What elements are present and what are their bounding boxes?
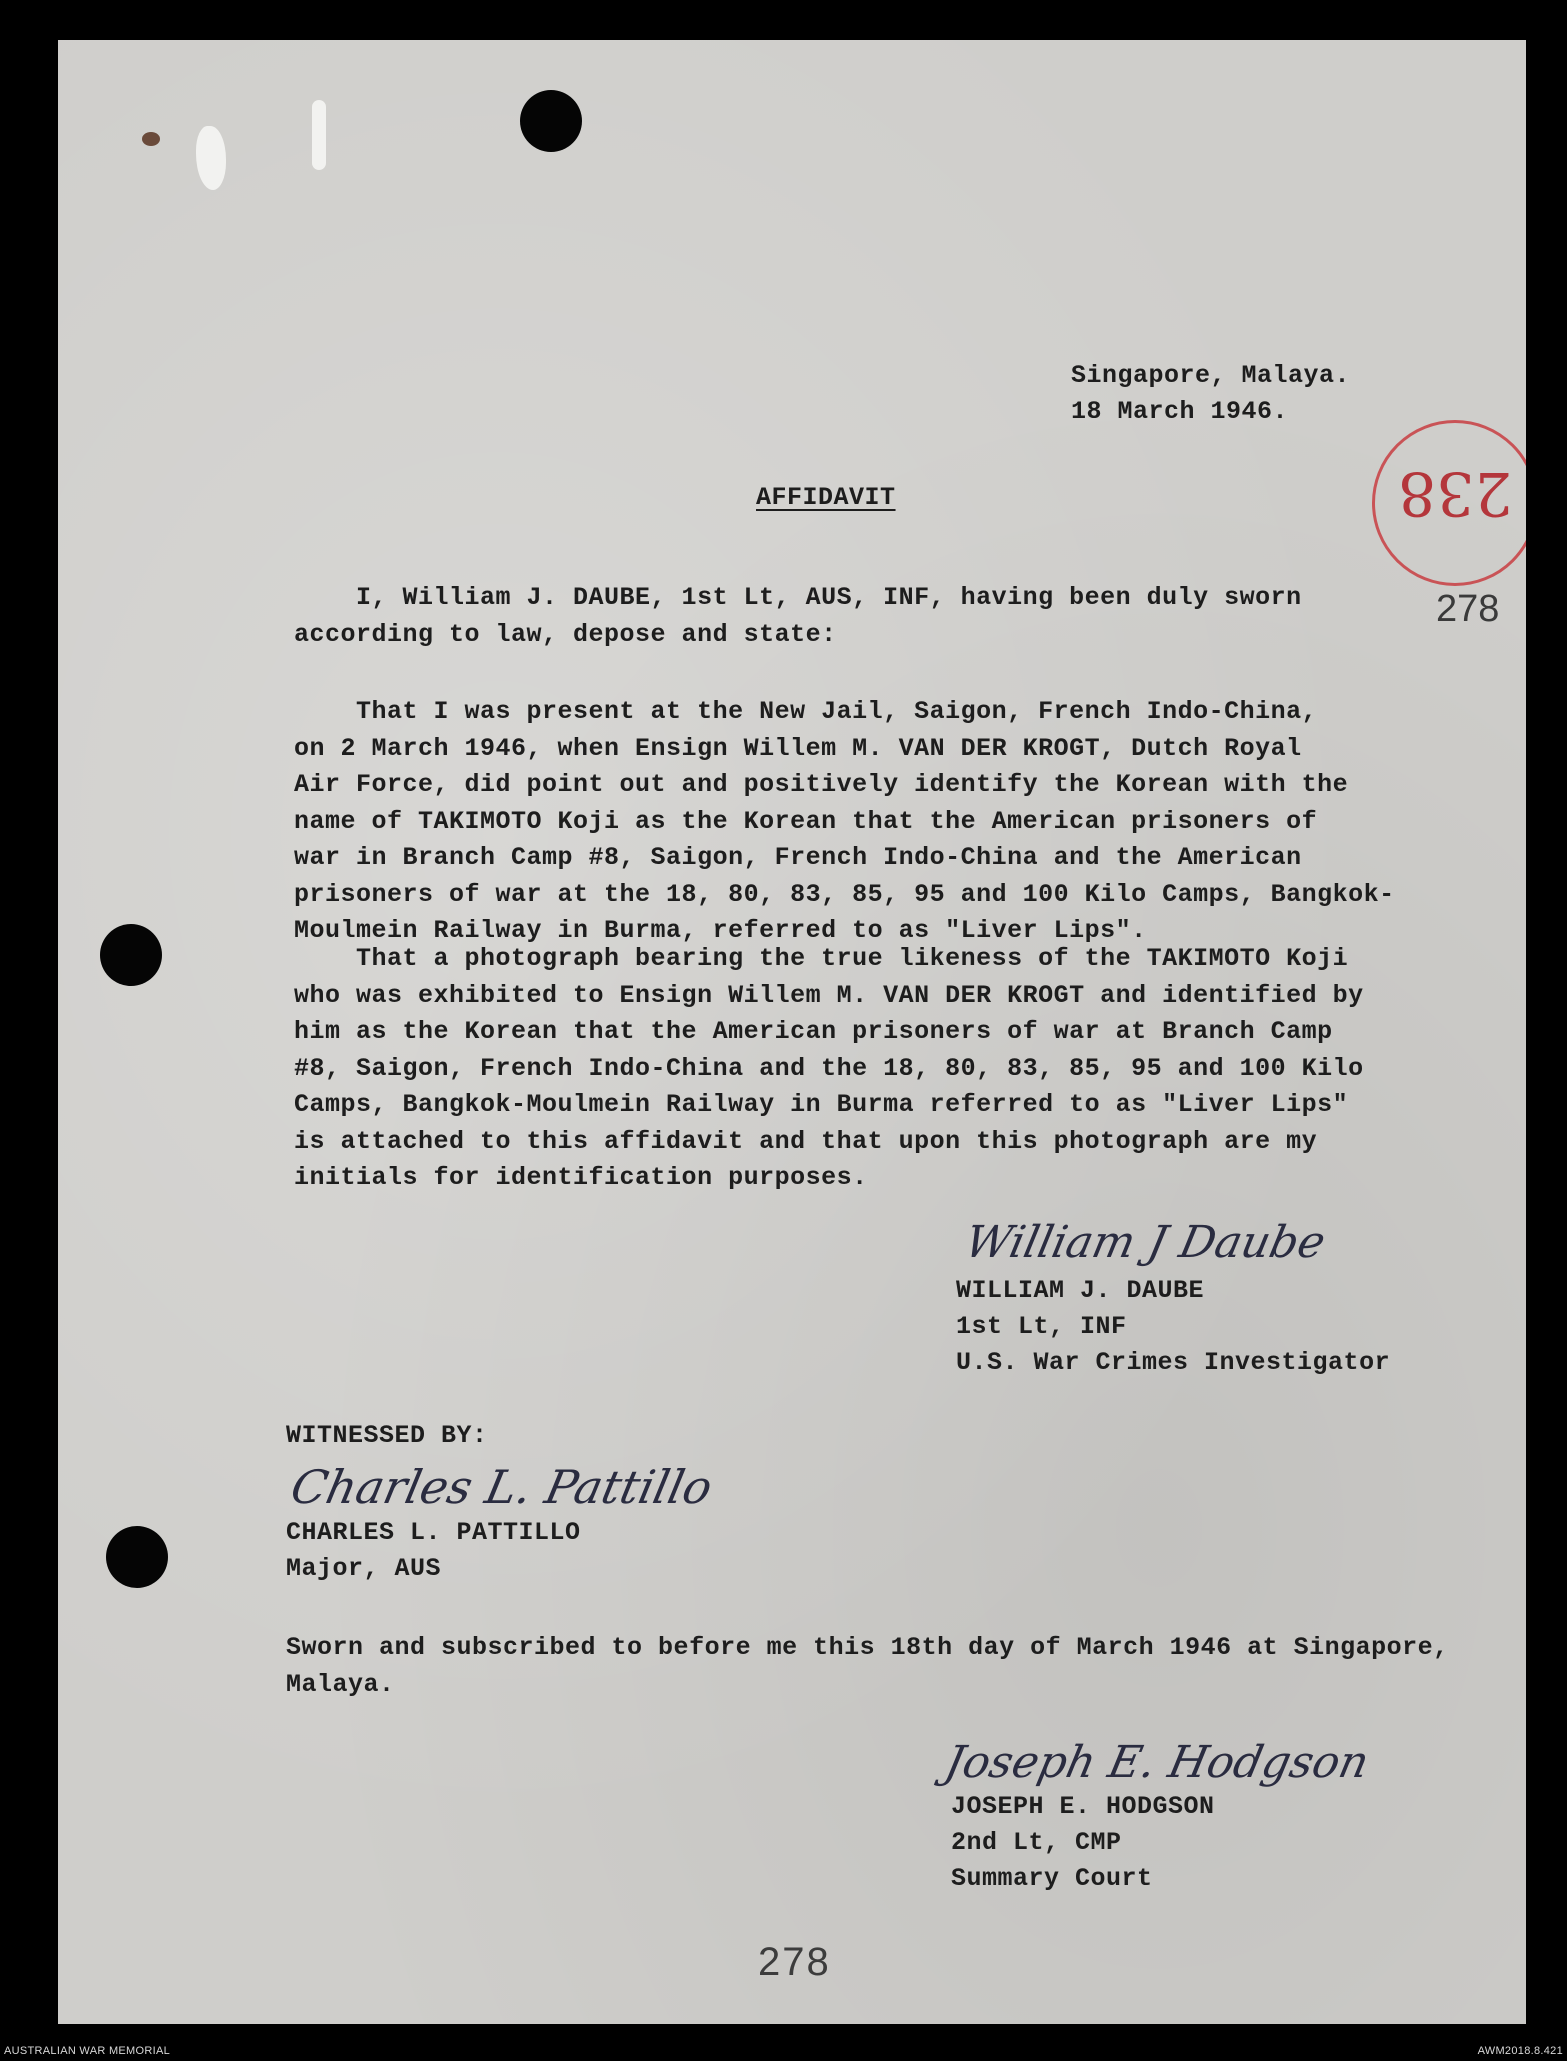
officer-role: Summary Court <box>951 1864 1153 1893</box>
punch-hole-top <box>520 90 582 152</box>
affidavit-sheet <box>58 40 1526 2024</box>
officer-rank: 2nd Lt, CMP <box>951 1828 1122 1857</box>
paragraph-3: That a photograph bearing the true likeness of the TAKIMOTO Koji who was exhibited to Ensign Willem M. VAN DER KROGT and identified by him as the Korean that the American prisoners of war at Branch Camp #8, Saigon, French Indo-China and the 18, 80, 83, 85, 95 and 100 Kilo Camps, Bangkok-Moulmein Railway in Burma referred to as "Liver Lips" is attached to this affidavit and that upon this photograph are my initials for identification purposes. <box>294 944 1364 1192</box>
paper-tear-right <box>312 100 326 170</box>
affiant-rank: 1st Lt, INF <box>956 1312 1127 1341</box>
punch-hole-left-upper <box>100 924 162 986</box>
red-circled-number: 238 <box>1398 458 1513 528</box>
paper-tear-left <box>196 126 226 190</box>
paragraph-1: I, William J. DAUBE, 1st Lt, AUS, INF, having been duly sworn according to law, depose and state: <box>294 583 1302 649</box>
affiant-name: WILLIAM J. DAUBE <box>956 1276 1205 1305</box>
officer-name: JOSEPH E. HODGSON <box>951 1792 1215 1821</box>
archive-caption-left: AUSTRALIAN WAR MEMORIAL <box>4 2045 171 2057</box>
witness-name: CHARLES L. PATTILLO <box>286 1518 581 1547</box>
affiant-signature: William J Daube <box>960 1217 1330 1268</box>
sworn-statement: Sworn and subscribed to before me this 18th day of March 1946 at Singapore, Malaya. <box>286 1633 1449 1699</box>
witness-rank: Major, AUS <box>286 1554 442 1583</box>
ink-stain <box>142 132 160 146</box>
side-page-number: 278 <box>1436 588 1500 630</box>
punch-hole-left-lower <box>106 1526 168 1588</box>
affiant-role: U.S. War Crimes Investigator <box>956 1348 1391 1377</box>
witness-signature: Charles L. Pattillo <box>286 1460 718 1514</box>
document-place: Singapore, Malaya. <box>1071 361 1351 390</box>
footer-page-number: 278 <box>758 1940 831 1984</box>
officer-signature: Joseph E. Hodgson <box>940 1737 1374 1788</box>
document-title: AFFIDAVIT <box>756 483 896 512</box>
paragraph-2: That I was present at the New Jail, Saigon, French Indo-China, on 2 March 1946, when Ensign Willem M. VAN DER KROGT, Dutch Royal Air Force, did point out and positively identify the Korean with the name of TAKIMOTO Koji as the Korean that the American prisoners of war in Branch Camp #8, Saigon, French Indo-China and the American prisoners of war at the 18, 80, 83, 85, 95 and 100 Kilo Camps, Bangkok- Moulmein Railway in Burma, referred to as "Liver Lips". <box>294 697 1395 945</box>
document-date: 18 March 1946. <box>1071 397 1289 426</box>
archive-caption-right: AWM2018.8.421 <box>1477 2045 1563 2057</box>
witness-heading: WITNESSED BY: <box>286 1421 488 1450</box>
